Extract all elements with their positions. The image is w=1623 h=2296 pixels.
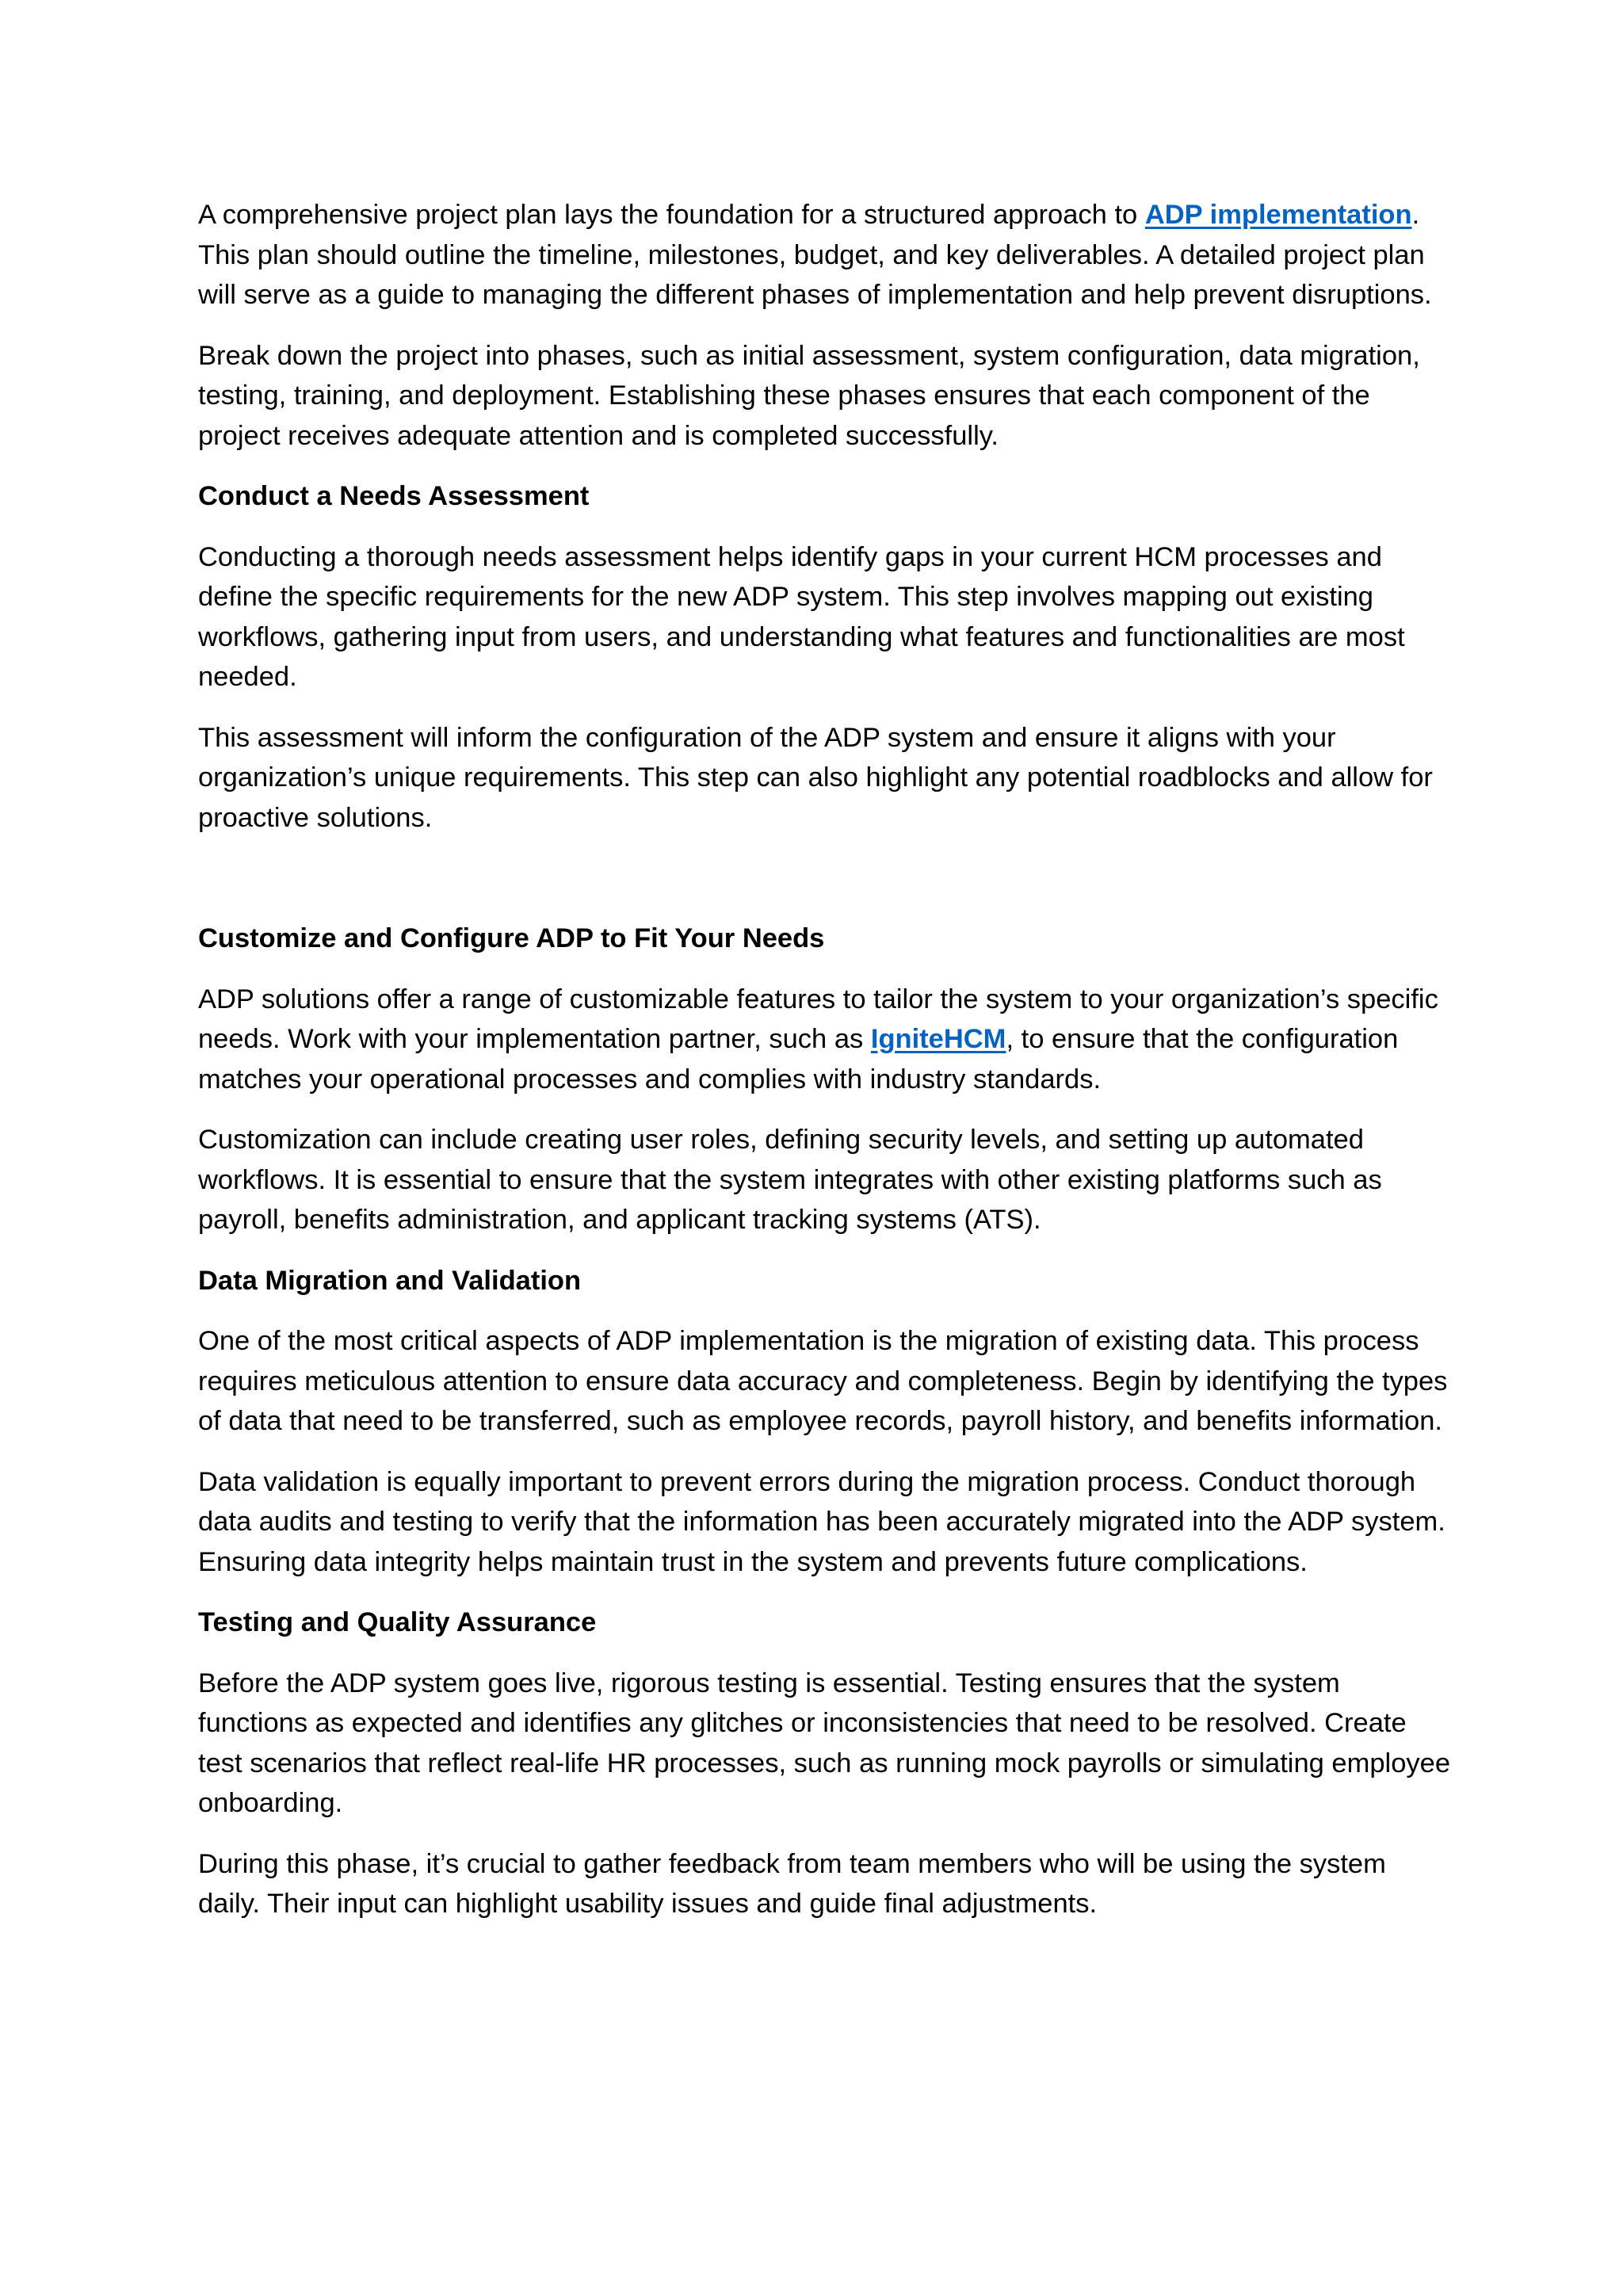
- heading-data-migration: Data Migration and Validation: [198, 1265, 582, 1296]
- heading-testing-qa: Testing and Quality Assurance: [198, 1607, 597, 1637]
- ignitehcm-link[interactable]: IgniteHCM: [870, 1024, 1006, 1054]
- paragraph-text: A comprehensive project plan lays the foundation for a structured approach to: [198, 200, 1145, 230]
- blank-spacer: [198, 858, 1450, 919]
- paragraph-phases: Break down the project into phases, such as initial assessment, system configuration, data migration, testing, training, and deployment. Establishing these phases ensures that each component of the project receives adequate attention and is completed successfully.: [198, 340, 1420, 451]
- paragraph-testing: Before the ADP system goes live, rigorous testing is essential. Testing ensures that the system functions as expected and identifies any glitches or inconsistencies that need to be resolved. Create test scenarios that reflect real-life HR processes, such as running mock payrolls or simulating employee onboarding.: [198, 1668, 1451, 1818]
- paragraph-assessment-inform: This assessment will inform the configuration of the ADP system and ensure it aligns with your organization’s unique requirements. This step can also highlight any potential roadblocks and allow for proactive solutions.: [198, 722, 1433, 833]
- paragraph-feedback: During this phase, it’s crucial to gather feedback from team members who will be using the system daily. Their input can highlight usability issues and guide final adjustments.: [198, 1848, 1386, 1919]
- paragraph-data-validation: Data validation is equally important to prevent errors during the migration process. Conduct thorough data audits and testing to verify that the information has been accurately migrated into the ADP system. Ensuring data integrity helps maintain trust in the system and prevents future complications.: [198, 1466, 1445, 1577]
- paragraph-text: , to ensure that the configuration matches your operational processes and complies with industry standards.: [198, 1024, 1399, 1095]
- paragraph-needs-assessment: Conducting a thorough needs assessment helps identify gaps in your current HCM processes and define the specific requirements for the new ADP system. This step involves mapping out existing workflows, gathering input from users, and understanding what features and functionalities are most needed.: [198, 541, 1405, 692]
- heading-customize-configure: Customize and Configure ADP to Fit Your Needs: [198, 923, 825, 953]
- paragraph-text: . This plan should outline the timeline, milestones, budget, and key deliverables. A detailed project plan will serve as a guide to managing the different phases of implementation and help prevent disruptions.: [198, 200, 1432, 310]
- paragraph-project-plan: [198, 195, 1450, 315]
- adp-implementation-link[interactable]: ADP implementation: [1144, 200, 1412, 230]
- document-page: [198, 195, 1450, 1945]
- paragraph-data-migration: One of the most critical aspects of ADP implementation is the migration of existing data. This process requires meticulous attention to ensure data accuracy and completeness. Begin by identifying the types of data that need to be transferred, such as employee records, payroll history, and benefits information.: [198, 1326, 1448, 1436]
- paragraph-customize: [198, 980, 1450, 1100]
- paragraph-customization-includes: Customization can include creating user roles, defining security levels, and setting up automated workflows. It is essential to ensure that the system integrates with other existing platforms such as payroll, benefits administration, and applicant tracking systems (ATS).: [198, 1125, 1382, 1235]
- paragraph-text: ADP solutions offer a range of customizable features to tailor the system to your organization’s specific needs. Work with your implementation partner, such as: [198, 984, 1438, 1054]
- heading-needs-assessment: Conduct a Needs Assessment: [198, 481, 590, 511]
